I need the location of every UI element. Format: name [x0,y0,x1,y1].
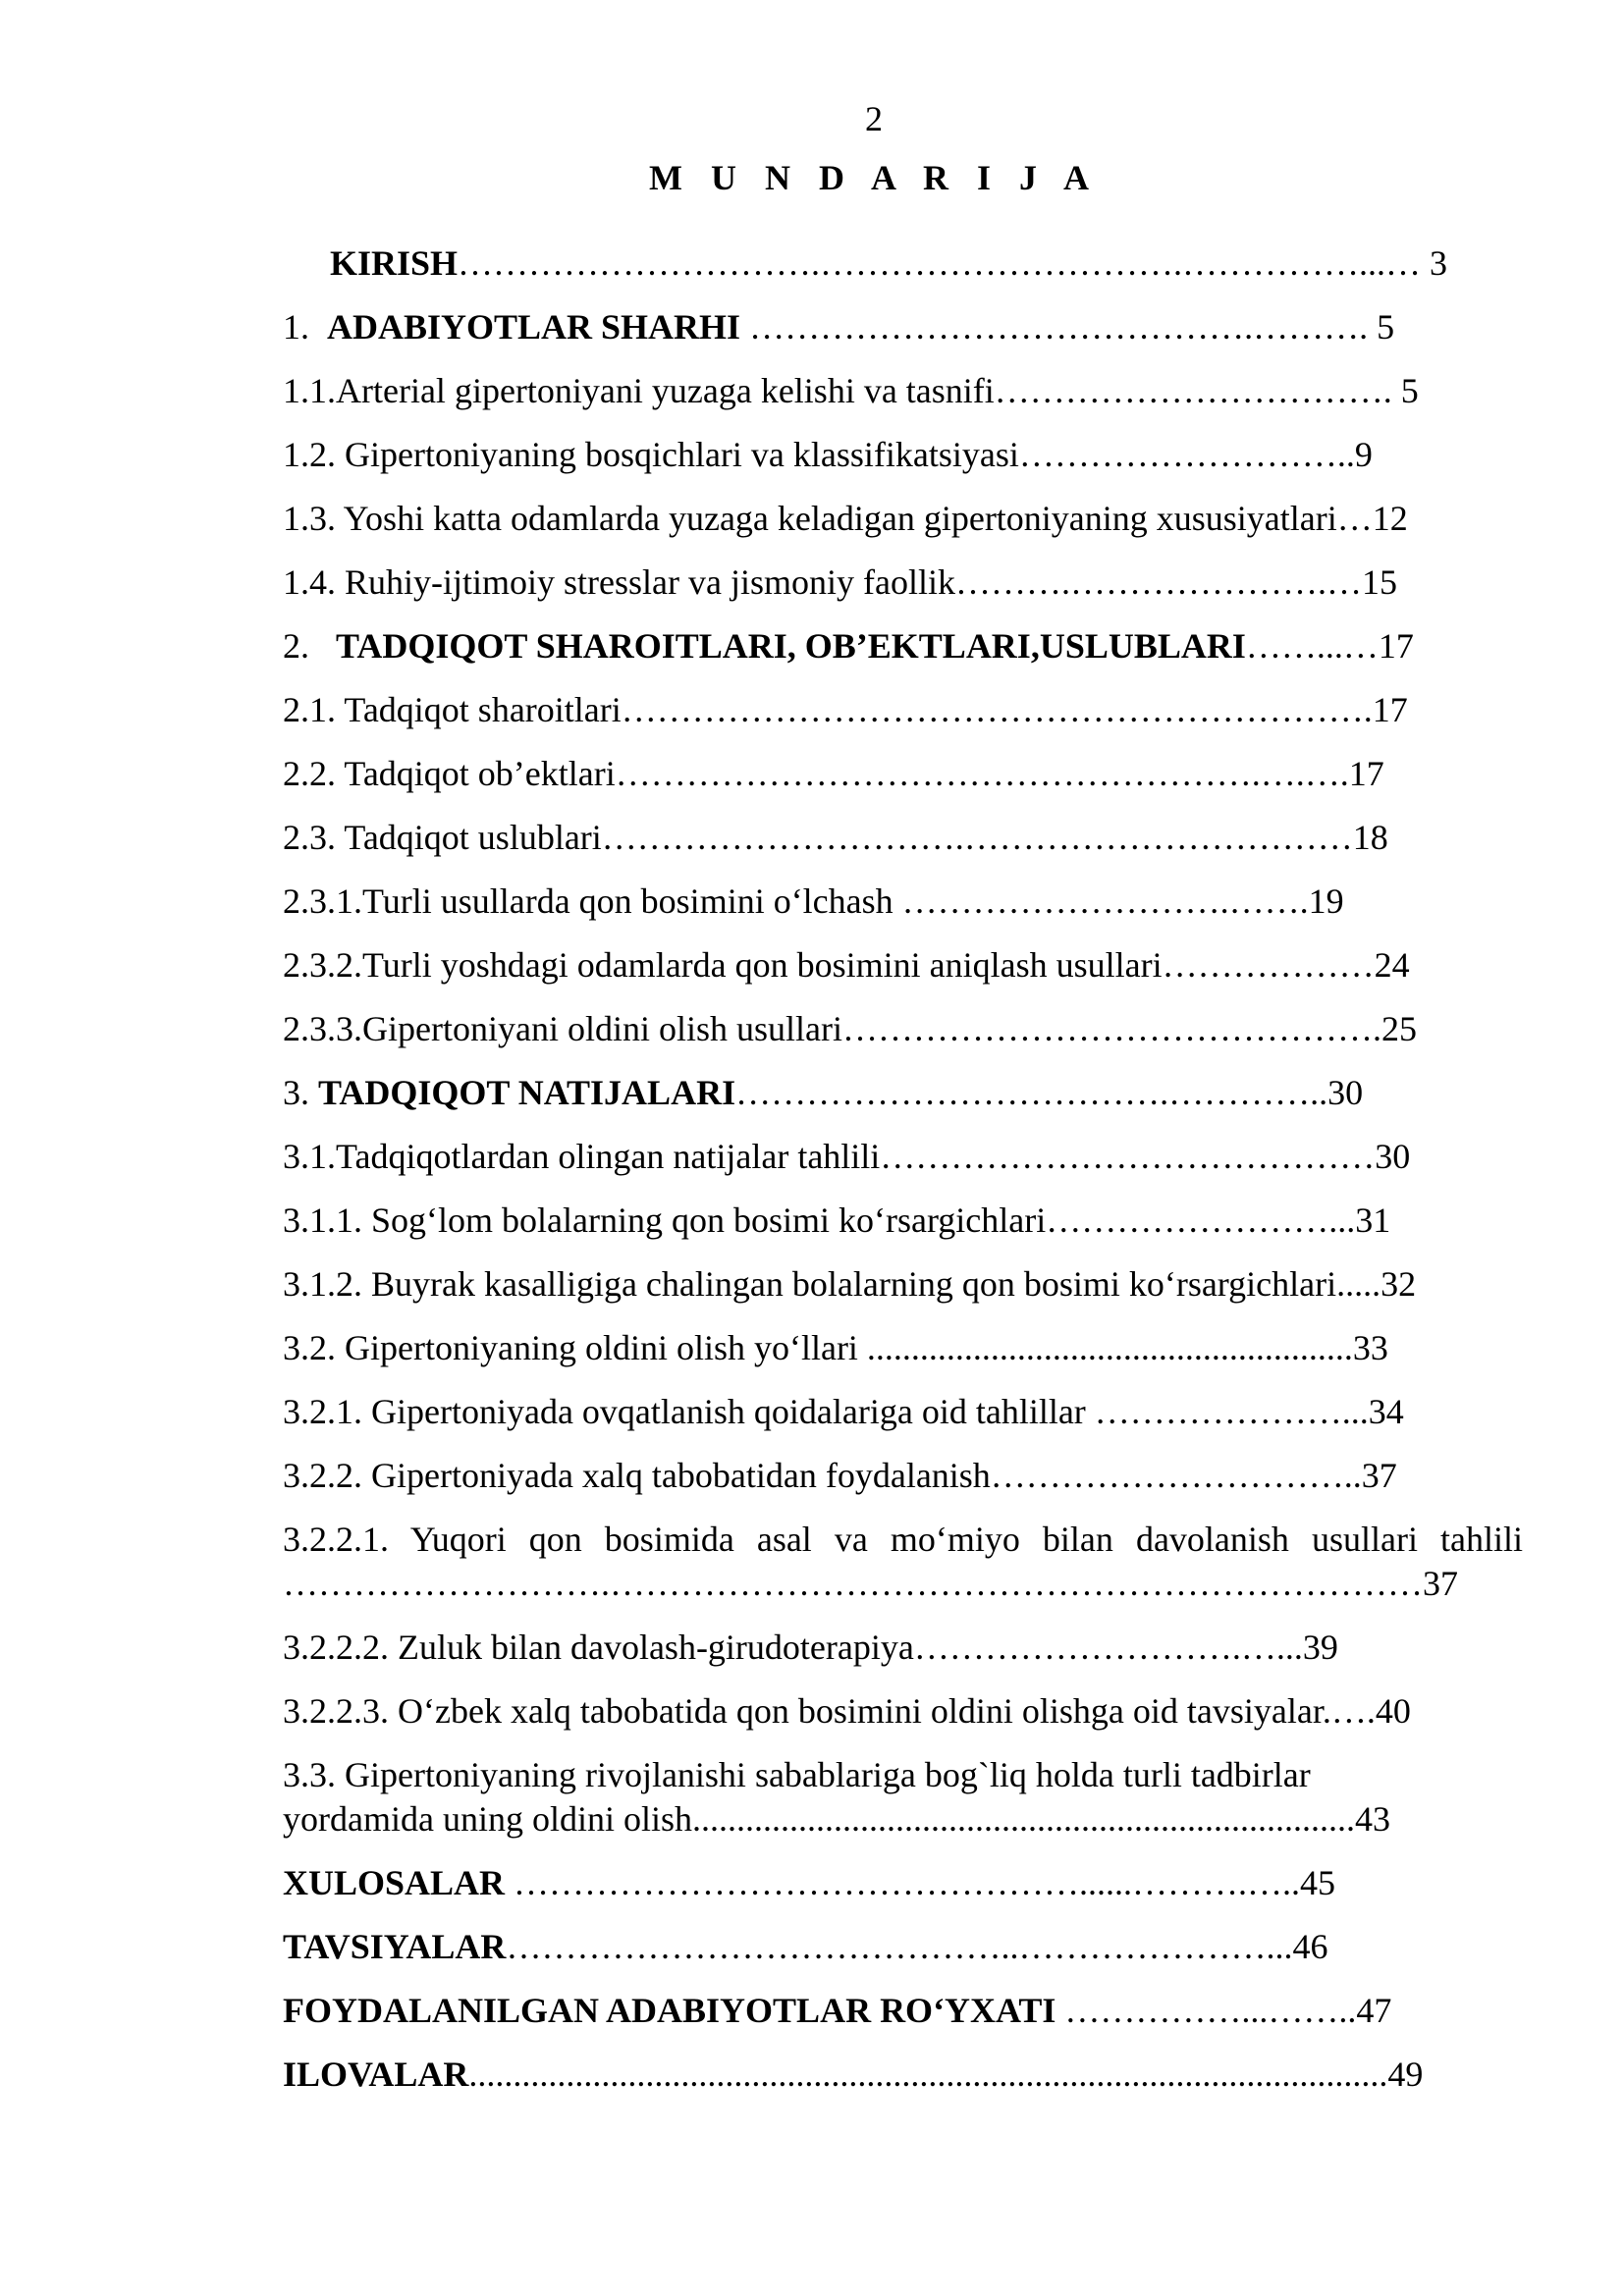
toc-label: KIRISH [330,243,459,283]
toc-entry-2-2: 2.2. Tadqiqot ob’ektlari……………………………………………….….….17 [283,754,1384,793]
toc-page: 49 [1387,2055,1424,2094]
toc-entry-foydalanilgan-adabiyotlar [283,1991,1391,2030]
toc-entry-3-2-1: 3.2.1. Gipertoniyada ovqatlanish qoidalariga oid tahlillar …………………...34 [283,1392,1404,1431]
toc-page: 30 [1327,1073,1364,1112]
toc-entry-3-2: 3.2. Gipertoniyaning oldini olish yo‘llari .......................................................33 [283,1328,1388,1367]
toc-page: .45 [1291,1863,1336,1902]
toc-page: 17 [1378,626,1414,666]
toc-entry-2-3-1: 2.3.1.Turli usullarda qon bosimini o‘lchash ……………………….…….19 [283,881,1344,921]
toc-entry-3-2-2-1-line2: ……………………….……………………………………………………………37 [283,1564,1458,1603]
page-number: 2 [865,99,883,138]
toc-page: 47 [1356,1991,1392,2030]
toc-page: 3 [1430,243,1448,283]
toc-label: ILOVALAR [283,2055,469,2094]
toc-label: TADQIQOT NATIJALARI [318,1073,736,1112]
toc-leader: ……………………………….………….. [735,1073,1328,1112]
toc-page: .46 [1283,1927,1328,1966]
toc-entry-3-1-1: 3.1.1. Sog‘lom bolalarning qon bosimi ko‘rsargichlari……………………...31 [283,1201,1391,1240]
toc-label: TAVSIYALAR [283,1927,507,1966]
toc-entry-3-2-2: 3.2.2. Gipertoniyada xalq tabobatidan foydalanish…………………………..37 [283,1456,1397,1495]
toc-page: 5 [1377,307,1395,347]
toc-entry-3-1: 3.1.Tadqiqotlardan olingan natijalar tahlili……………………………………30 [283,1137,1411,1176]
toc-entry-1-3: 1.3. Yoshi katta odamlarda yuzaga keladigan gipertoniyaning xususiyatlari…12 [283,499,1408,538]
toc-entry-1-4: 1.4. Ruhiy-ijtimoiy stresslar va jismoniy faollik……….………………….…15 [283,562,1397,602]
toc-entry-2-3-2: 2.3.2.Turli yoshdagi odamlarda qon bosimini aniqlash usullari………………24 [283,945,1410,985]
toc-entry-section-1 [283,307,1394,347]
toc-label: ADABIYOTLAR SHARHI [327,307,741,347]
toc-leader: ……...… [1245,626,1379,666]
toc-number: 1. [283,307,309,347]
toc-entry-3-2-2-3: 3.2.2.3. O‘zbek xalq tabobatida qon bosimini oldini olishga oid tavsiyalar.….40 [283,1691,1411,1731]
toc-entry-1-2: 1.2. Gipertoniyaning bosqichlari va klassifikatsiyasi………………………..9 [283,435,1373,474]
toc-entry-tavsiyalar [283,1927,1327,1966]
toc-entry-section-2 [283,626,1414,666]
toc-entry-2-1: 2.1. Tadqiqot sharoitlari……………………………………………………….17 [283,690,1408,729]
toc-label: XULOSALAR [283,1863,506,1902]
document-title: M U N D A R I J A [648,158,1100,197]
toc-entry-section-3 [283,1073,1363,1112]
toc-entry-2-3: 2.3. Tadqiqot uslublari………………………….……………………………18 [283,818,1388,857]
toc-number: 2. [283,626,309,666]
toc-leader: ........................................................................................................ [468,2055,1388,2094]
toc-label: FOYDALANILGAN ADABIYOTLAR RO‘YXATI [283,1991,1056,2030]
toc-entry-xulosalar [283,1863,1335,1902]
toc-label: TADQIQOT SHAROITLARI, OB’EKTLARI,USLUBLARI [336,626,1246,666]
toc-entry-ilovalar [283,2055,1423,2094]
toc-entry-3-1-2: 3.1.2. Buyrak kasalligiga chalingan bolalarning qon bosimi ko‘rsargichlari.....32 [283,1264,1417,1304]
toc-entry-3-3-line2: yordamida uning oldini olish...........................................................................43 [283,1799,1390,1839]
toc-entry-3-2-2-1-line1: 3.2.2.1. Yuqori qon bosimida asal va mo‘miyo bilan davolanish usullari tahlili [283,1520,1523,1559]
toc-entry-3-2-2-2: 3.2.2.2. Zuluk bilan davolash-girudoterapiya……………………….…...39 [283,1628,1338,1667]
toc-entry-1-1: 1.1.Arterial gipertoniyani yuzaga kelishi va tasnifi……………………………. 5 [283,371,1419,410]
toc-entry-kirish [330,243,1447,283]
toc-leader: ………………………….………………………….……………...… [458,243,1431,283]
toc-leader: …………………………………….………. [740,307,1378,347]
toc-entry-2-3-3: 2.3.3.Gipertoniyani oldini olish usullari……………………………………….25 [283,1009,1417,1048]
toc-leader: …………………………………………......……….…. [505,1863,1292,1902]
toc-leader: ……………………………………..………………….. [506,1927,1284,1966]
toc-leader: ……………...…….. [1056,1991,1357,2030]
toc-entry-3-3-line1: 3.3. Gipertoniyaning rivojlanishi sabablariga bog`liq holda turli tadbirlar [283,1755,1311,1794]
toc-number: 3. [283,1073,309,1112]
